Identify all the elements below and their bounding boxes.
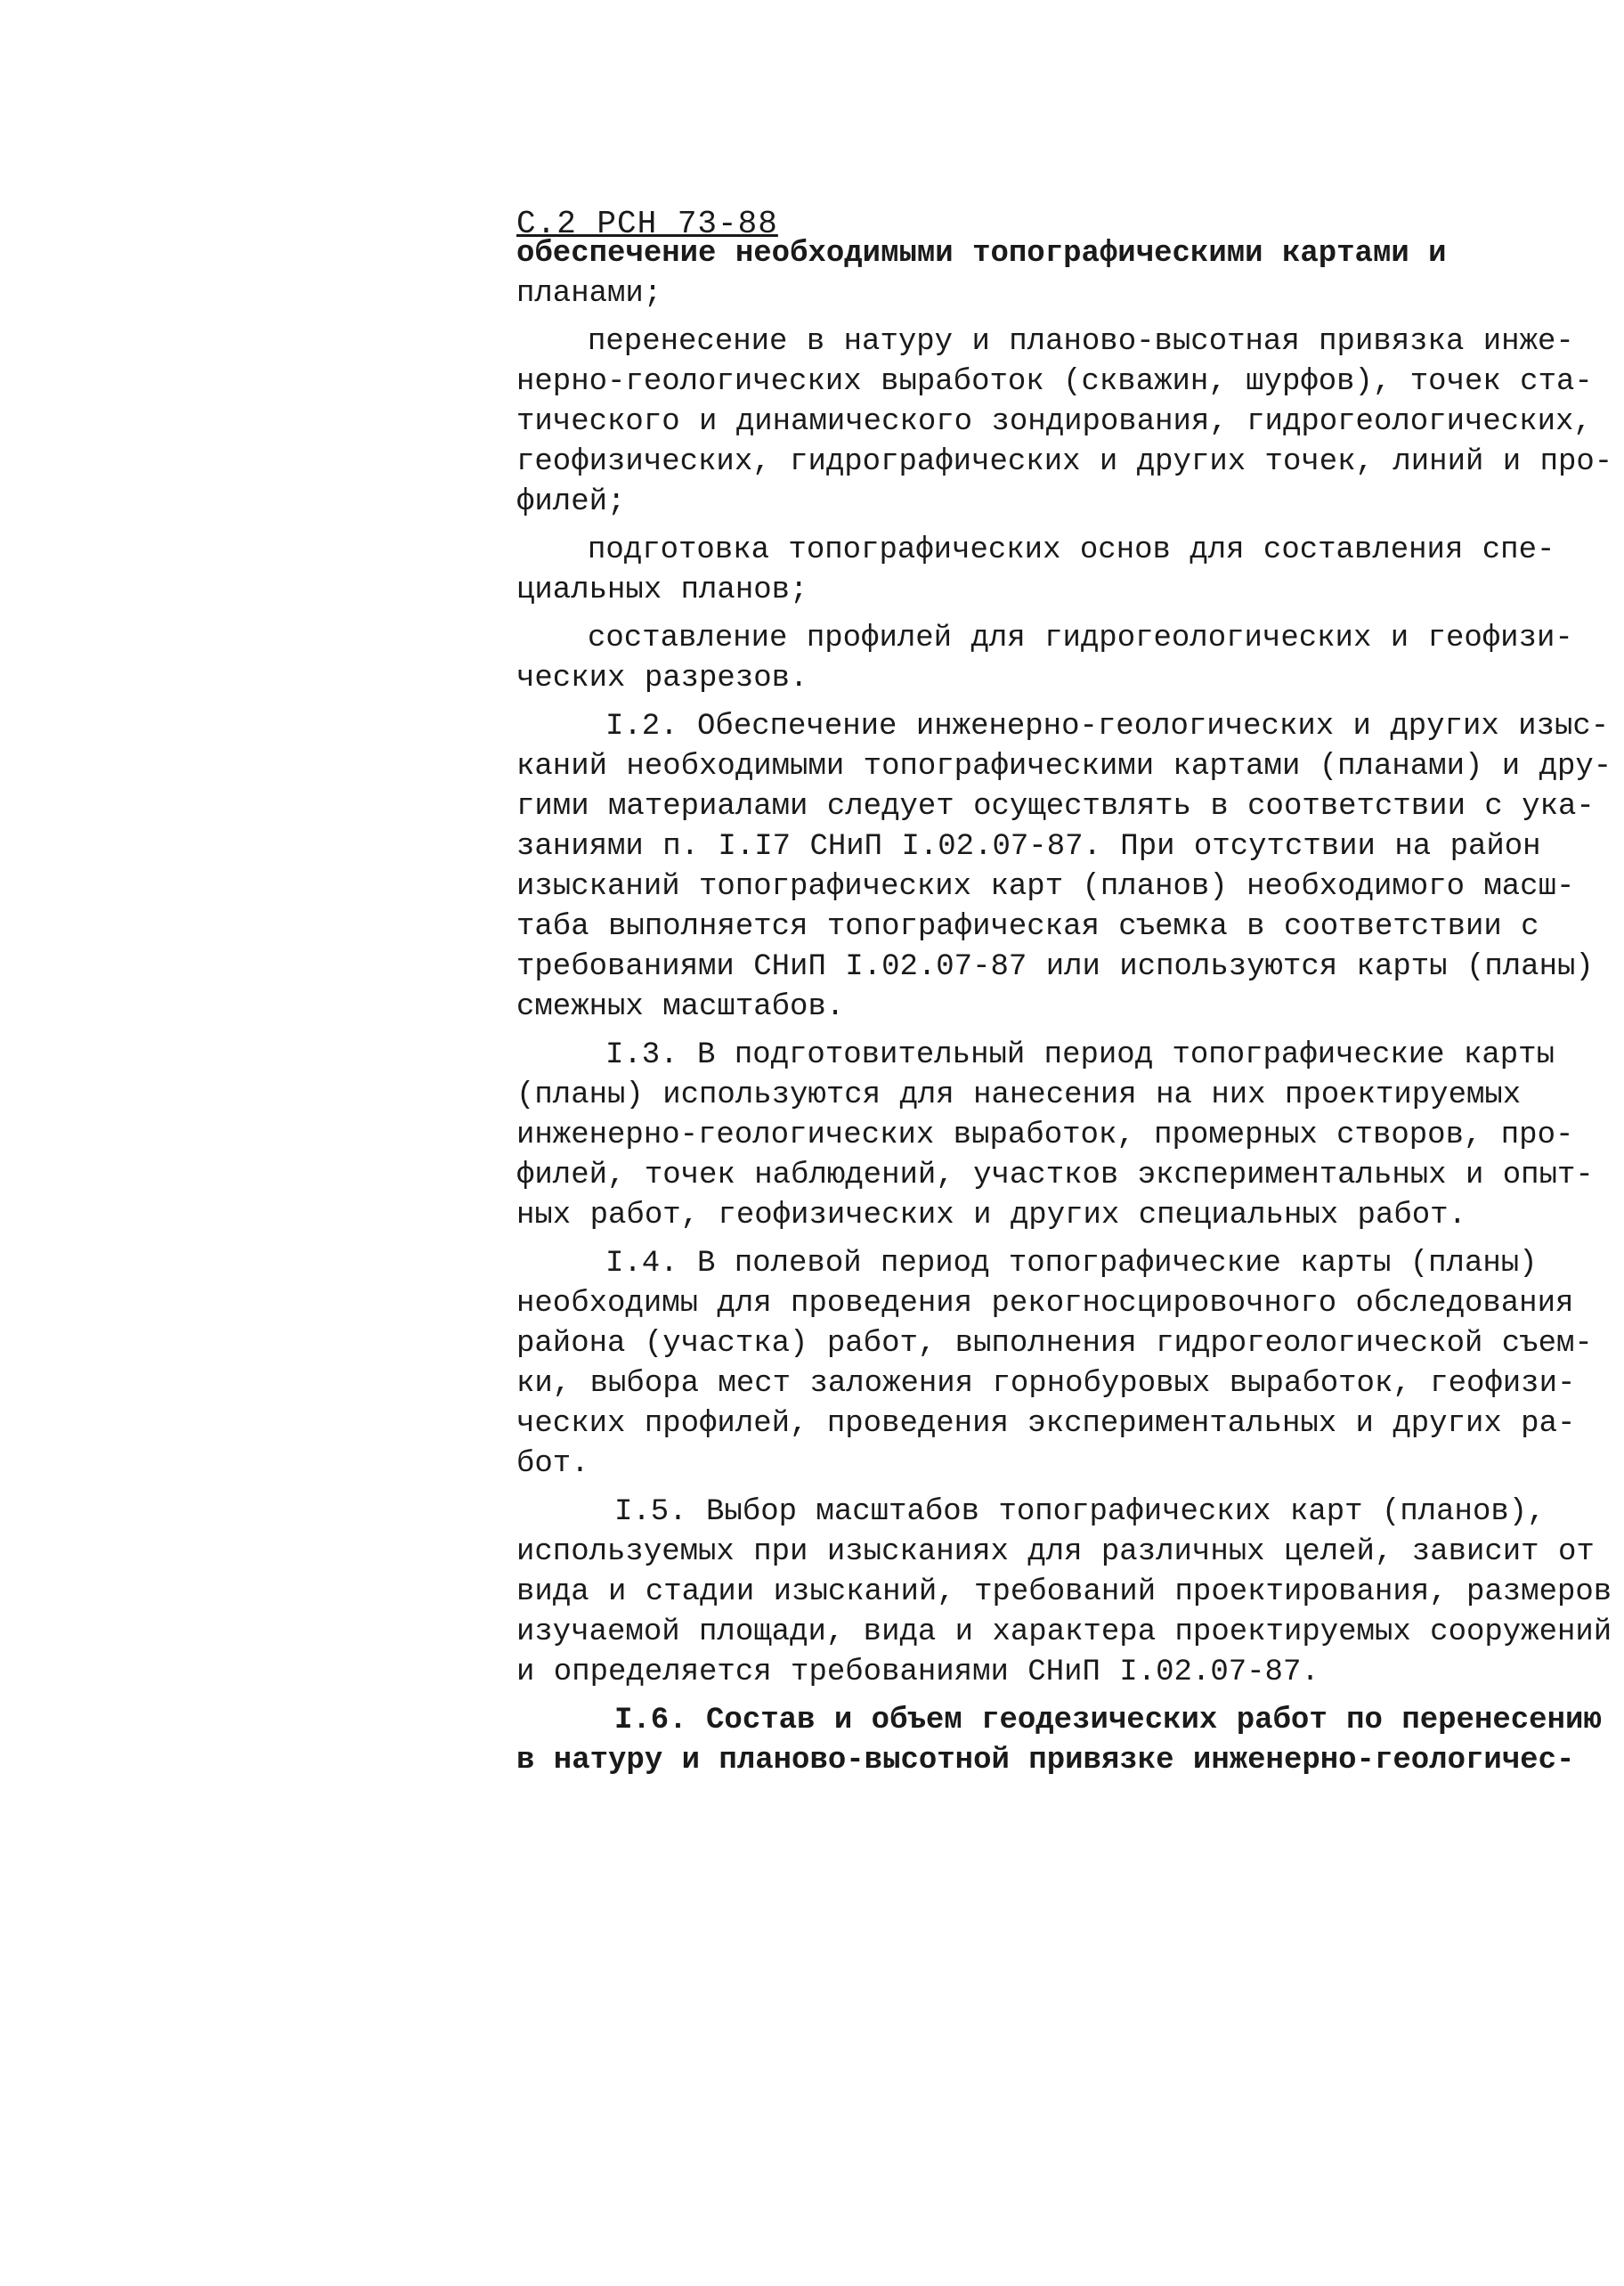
text-line-31: I.5. Выбор масштабов топографических карт (планов), [614, 1495, 1546, 1529]
text-line-13: каний необходимыми топографическими картами (планами) и дру- [516, 750, 1612, 784]
text-line-16: изысканий топографических карт (планов) необходимого масш- [516, 870, 1575, 904]
text-line-27: района (участка) работ, выполнения гидрогеологической съем- [516, 1327, 1593, 1361]
text-line-22: инженерно-геологических выработок, промерных створов, про- [516, 1119, 1574, 1152]
text-line-8: подготовка топографических основ для составления спе- [588, 533, 1555, 567]
text-line-17: таба выполняется топографическая съемка в соответствии с [516, 910, 1539, 944]
text-line-32: используемых при изысканиях для различных целей, зависит от [516, 1535, 1595, 1569]
text-line-30: бот. [516, 1447, 589, 1481]
text-line-6: геофизических, гидрографических и других точек, линий и про- [516, 445, 1613, 479]
text-line-34: изучаемой площади, вида и характера проектируемых сооружений [516, 1615, 1612, 1649]
text-line-9: циальных планов; [516, 574, 808, 607]
document-body [516, 234, 1613, 1781]
text-line-28: ки, выбора мест заложения горнобуровых выработок, геофизи- [516, 1367, 1576, 1401]
text-line-20: I.3. В подготовительный период топографические карты [605, 1038, 1555, 1072]
text-line-24: ных работ, геофизических и других специальных работ. [516, 1199, 1466, 1232]
text-line-25: I.4. В полевой период топографические карты (планы) [605, 1247, 1538, 1281]
text-line-21: (планы) используются для нанесения на них проектируемых [516, 1078, 1522, 1112]
text-line-19: смежных масштабов. [516, 990, 845, 1024]
text-line-2: планами; [516, 277, 662, 311]
text-line-35: и определяется требованиями СНиП I.02.07-87. [516, 1656, 1320, 1689]
text-line-11: ческих разрезов. [516, 662, 808, 696]
text-line-5: тического и динамического зондирования, гидрогеологических, [516, 405, 1592, 439]
text-line-15: заниями п. I.I7 СНиП I.02.07-87. При отсутствии на район [516, 830, 1541, 864]
text-line-37: в натуру и планово-высотной привязке инженерно-геологичес- [516, 1744, 1575, 1778]
text-line-4: нерно-геологических выработок (скважин, шурфов), точек ста- [516, 365, 1593, 399]
text-line-23: филей, точек наблюдений, участков экспериментальных и опыт- [516, 1159, 1594, 1192]
text-line-29: ческих профилей, проведения экспериментальных и других ра- [516, 1407, 1576, 1441]
text-line-26: необходимы для проведения рекогносцировочного обследования [516, 1287, 1574, 1321]
text-line-10: составление профилей для гидрогеологических и геофизи- [588, 622, 1573, 655]
text-line-18: требованиями СНиП I.02.07-87 или используются карты (планы) [516, 950, 1594, 984]
page-header: С.2 РСН 73-88 [516, 206, 778, 242]
text-line-12: I.2. Обеспечение инженерно-геологических и других изыс- [605, 710, 1610, 744]
text-line-33: вида и стадии изысканий, требований проектирования, размеров [516, 1575, 1612, 1609]
text-line-1: обеспечение необходимыми топографическими картами и [516, 237, 1447, 271]
text-line-14: гими материалами следует осуществлять в соответствии с ука- [516, 790, 1595, 824]
text-line-7: филей; [516, 485, 626, 519]
text-line-3: перенесение в натуру и планово-высотная привязка инже- [588, 325, 1574, 359]
text-line-36: I.6. Состав и объем геодезических работ по перенесению [614, 1704, 1602, 1737]
